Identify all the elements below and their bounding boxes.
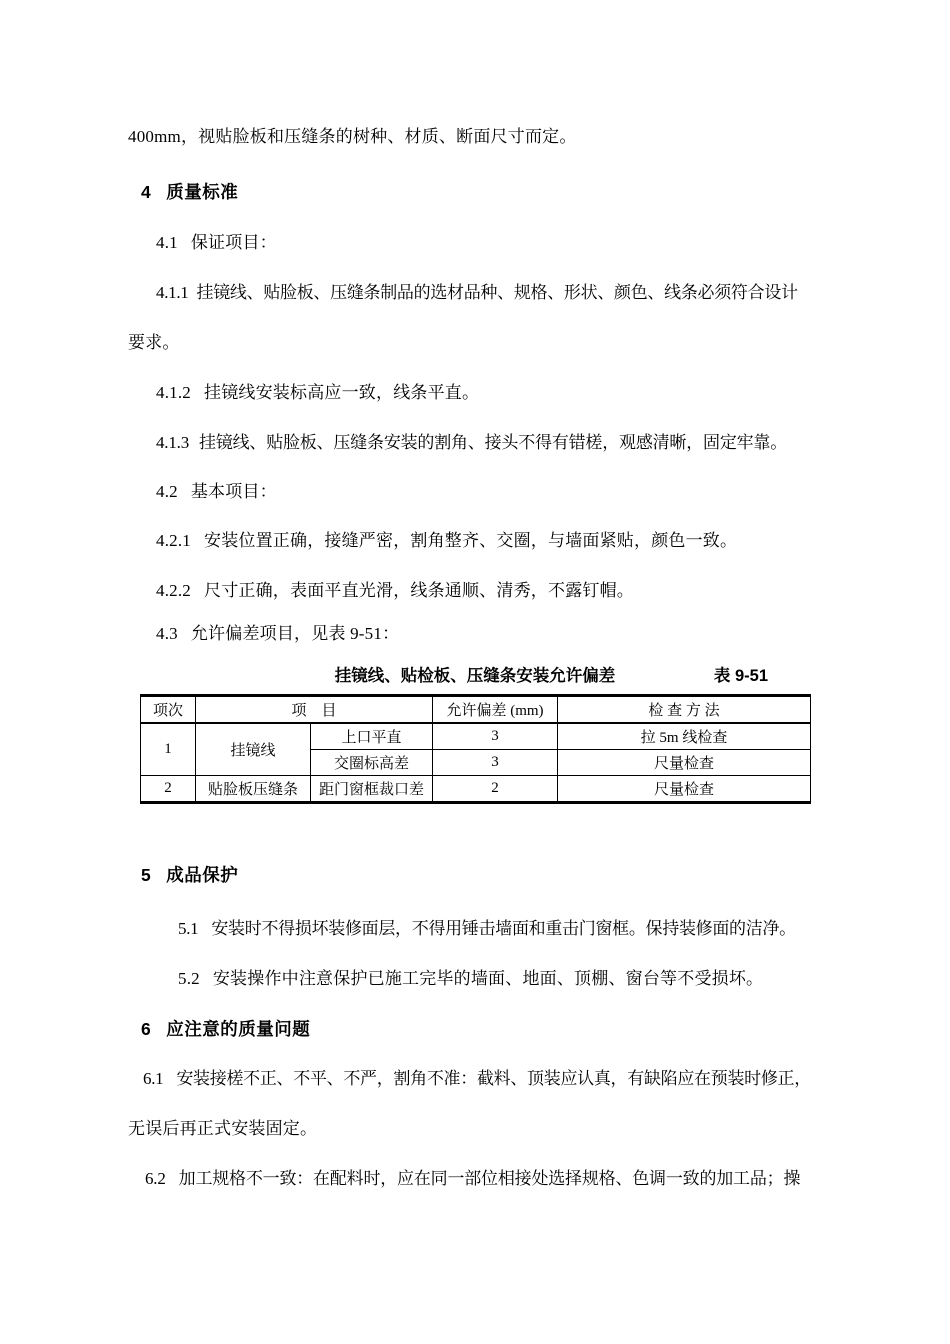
section-title: 成品保护 bbox=[166, 865, 239, 885]
item-text: 允许偏差项目，见表 9-51： bbox=[190, 624, 400, 643]
table-reference-number: 表 9-51 bbox=[713, 667, 768, 685]
item-6-2 bbox=[145, 1167, 800, 1191]
item-number: 5.2 bbox=[178, 969, 200, 988]
item-number: 6.2 bbox=[145, 1169, 166, 1188]
item-4-1-3 bbox=[156, 431, 787, 455]
paragraph-text: 无误后再正式安装固定。 bbox=[128, 1119, 318, 1138]
table-row bbox=[141, 776, 811, 803]
paragraph-text: 要求。 bbox=[128, 333, 180, 352]
cell-subitem: 上口平直 bbox=[311, 723, 433, 750]
section-title: 应注意的质量问题 bbox=[166, 1019, 311, 1039]
header-method: 检 查 方 法 bbox=[558, 696, 811, 724]
item-text: 挂镜线、贴脸板、压缝条制品的选材品种、规格、形状、颜色、线条必须符合设计 bbox=[196, 283, 798, 302]
item-text: 基本项目： bbox=[190, 482, 277, 501]
cell-index: 1 bbox=[141, 723, 196, 776]
item-text: 尺寸正确，表面平直光滑，线条通顺、清秀，不露钉帽。 bbox=[204, 581, 634, 600]
item-4-3 bbox=[156, 622, 399, 646]
header-index: 项次 bbox=[141, 696, 196, 724]
header-item: 项 目 bbox=[196, 696, 433, 724]
item-text: 挂镜线安装标高应一致，线条平直。 bbox=[204, 383, 480, 402]
paragraph-text: 400mm，视贴脸板和压缝条的树种、材质、断面尺寸而定。 bbox=[128, 127, 577, 146]
cell-subitem: 交圈标高差 bbox=[311, 750, 433, 776]
item-number: 4.2.2 bbox=[156, 581, 191, 600]
item-4-1-2 bbox=[156, 381, 479, 405]
item-number: 4.1.1 bbox=[156, 283, 189, 302]
section-number: 5 bbox=[141, 865, 152, 885]
item-number: 4.1.2 bbox=[156, 383, 191, 402]
item-text: 加工规格不一致：在配料时，应在同一部位相接处选择规格、色调一致的加工品；操 bbox=[178, 1169, 801, 1188]
item-number: 6.1 bbox=[143, 1069, 164, 1088]
deviation-table bbox=[140, 694, 811, 804]
item-text: 安装时不得损坏装修面层，不得用锤击墙面和重击门窗框。保持装修面的洁净。 bbox=[211, 919, 796, 938]
section-6-heading bbox=[141, 1017, 310, 1041]
item-text: 安装操作中注意保护已施工完毕的墙面、地面、顶棚、窗台等不受损坏。 bbox=[212, 969, 764, 988]
table-caption: 挂镜线、贴检板、压缝条安装允许偏差 bbox=[334, 667, 616, 685]
table-row bbox=[141, 723, 811, 750]
item-number: 5.1 bbox=[178, 919, 199, 938]
item-5-1 bbox=[178, 917, 796, 941]
item-4-1-1 bbox=[156, 281, 798, 305]
item-text: 保证项目： bbox=[190, 233, 277, 252]
table-header-row bbox=[141, 696, 811, 724]
section-number: 6 bbox=[141, 1019, 152, 1039]
item-4-1-1-continuation bbox=[128, 331, 180, 355]
item-text: 安装接槎不正、不平、不严，割角不准：截料、顶装应认真，有缺陷应在预装时修正， bbox=[176, 1069, 811, 1088]
item-4-2-2 bbox=[156, 579, 634, 603]
deviation-table-wrapper bbox=[140, 694, 810, 804]
paragraph-continuation-400mm bbox=[128, 125, 577, 149]
cell-subitem: 距门窗框裁口差 bbox=[311, 776, 433, 803]
cell-item: 挂镜线 bbox=[196, 723, 311, 776]
item-number: 4.2.1 bbox=[156, 531, 191, 550]
cell-index: 2 bbox=[141, 776, 196, 803]
cell-method: 尺量检查 bbox=[558, 776, 811, 803]
item-6-1-continuation bbox=[128, 1117, 317, 1141]
item-text: 安装位置正确，接缝严密，割角整齐、交圈，与墙面紧贴，颜色一致。 bbox=[204, 531, 738, 550]
item-number: 4.3 bbox=[156, 624, 178, 643]
section-4-heading bbox=[141, 180, 238, 204]
item-number: 4.1.3 bbox=[156, 433, 190, 452]
cell-method: 拉 5m 线检查 bbox=[558, 723, 811, 750]
cell-deviation: 2 bbox=[433, 776, 558, 803]
section-number: 4 bbox=[141, 182, 152, 202]
cell-deviation: 3 bbox=[433, 723, 558, 750]
item-6-1 bbox=[143, 1067, 811, 1091]
header-deviation: 允许偏差 (mm) bbox=[433, 696, 558, 724]
cell-method: 尺量检查 bbox=[558, 750, 811, 776]
table-caption-row bbox=[140, 663, 810, 689]
item-4-2-1 bbox=[156, 529, 737, 553]
item-number: 4.2 bbox=[156, 482, 178, 501]
item-text: 挂镜线、贴脸板、压缝条安装的割角、接头不得有错槎，观感清晰，固定牢靠。 bbox=[199, 433, 788, 452]
section-5-heading bbox=[141, 863, 238, 887]
cell-deviation: 3 bbox=[433, 750, 558, 776]
item-5-2 bbox=[178, 967, 763, 991]
cell-item: 贴脸板压缝条 bbox=[196, 776, 311, 803]
item-4-1 bbox=[156, 231, 277, 255]
item-number: 4.1 bbox=[156, 233, 178, 252]
section-title: 质量标准 bbox=[166, 182, 239, 202]
item-4-2 bbox=[156, 480, 277, 504]
